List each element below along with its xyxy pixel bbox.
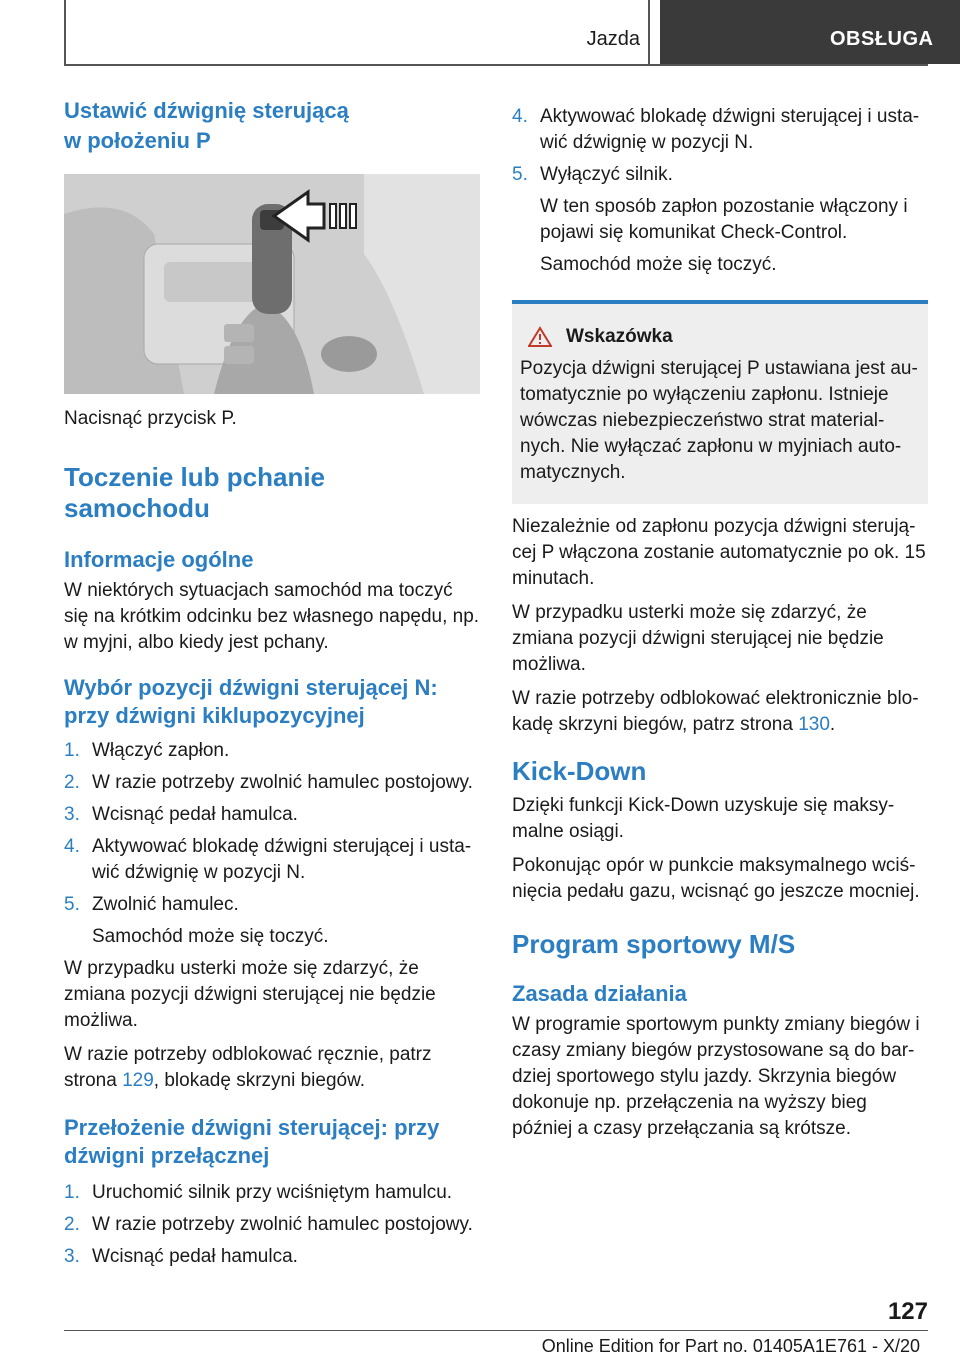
general-info-text: W niektórych sytuacjach samochód ma toczyć się na krótkim odcinku bez własnego napędu, np. w myjni, albo kiedy jest pchany.: [64, 580, 480, 653]
note-title: Wskazówka: [520, 326, 920, 348]
auto-park-text: Niezależnie od zapłonu pozycja dźwigni sterują‐cej P włączona zostanie automatycznie po ok. 15 minutach.: [512, 516, 926, 589]
steps-list-switch: [64, 1180, 480, 1270]
right-column: [512, 104, 928, 1142]
left-column: [64, 96, 480, 1270]
heading-principle: Zasada działania: [512, 981, 687, 1006]
kick-down-text-2: Pokonując opór w punkcie maksymalnego wciś‐nięcia pedału gazu, wcisnąć go jeszcze mocniej.: [512, 855, 920, 902]
heading-select-neutral: Wybór pozycji dźwigni sterującej N: przy dźwigni kiklupozycyjnej: [64, 675, 438, 728]
note-box: [512, 300, 928, 504]
heading-park-position: Ustawić dźwignię sterującą w położeniu P: [64, 98, 349, 153]
page-number: 127: [887, 1298, 928, 1325]
list-item: 2. W razie potrzeby zwolnić hamulec postojowy.: [64, 772, 473, 793]
header-section-title: Jazda: [586, 28, 640, 50]
list-item: 5. Zwolnić hamulec.: [64, 894, 239, 915]
steps-list-switch-continued: [512, 104, 928, 278]
fault-text: W przypadku usterki może się zdarzyć, że zmiana pozycji dźwigni sterującej nie będzie możliwa.: [64, 958, 436, 1031]
footer-rule: [64, 1330, 928, 1331]
list-item: 5. Wyłączyć silnik.: [512, 164, 673, 185]
header-border-left: [64, 0, 66, 66]
steps-list-neutral: [64, 738, 480, 950]
gear-selector-photo: [64, 174, 480, 394]
heading-kick-down: Kick-Down: [512, 756, 647, 786]
heading-sport-program: Program sportowy M/S: [512, 929, 796, 959]
list-item: 3. Wcisnąć pedał hamulca.: [64, 804, 298, 825]
heading-general-info: Informacje ogólne: [64, 547, 254, 572]
list-item: 3. Wcisnąć pedał hamulca.: [64, 1246, 298, 1267]
list-item: 1. Uruchomić silnik przy wciśniętym hamulcu.: [64, 1182, 453, 1203]
electronic-unlock-text: W razie potrzeby odblokować elektronicznie blo‐kadę skrzyni biegów, patrz strona 130.: [512, 688, 919, 735]
list-item: 4. Aktywować blokadę dźwigni sterującej i usta‐wić dźwignię w pozycji N.: [64, 836, 472, 883]
step-note: Samochód może się toczyć.: [540, 254, 777, 275]
principle-text: W programie sportowym punkty zmiany biegów i czasy zmiany biegów przystosowane są do bar‐dziej sportowego stylu jazdy. Skrzynia biegów dokonuje np. przełączenia na wyższy bieg później a czasy przełączania są krótsze.: [512, 1014, 920, 1139]
heading-towing: Toczenie lub pchanie samochodu: [64, 462, 326, 523]
note-text: Pozycja dźwigni sterującej P ustawiana jest au‐tomatycznie po wyłączeniu zapłonu. Istnieje wówczas niebezpieczeństwo strat material‐nych. Nie wyłączać zapłonu w myjniach auto‐matycznych.: [520, 358, 918, 483]
step-note: Samochód może się toczyć.: [92, 926, 329, 947]
warning-triangle-icon: [528, 326, 552, 348]
list-item: 2. W razie potrzeby zwolnić hamulec postojowy.: [64, 1214, 473, 1235]
page-link-130[interactable]: 130: [798, 714, 830, 735]
kick-down-text-1: Dzięki funkcji Kick-Down uzyskuje się maksy‐malne osiągi.: [512, 795, 895, 842]
gear-selector-illustration: [64, 174, 480, 394]
list-item: 4. Aktywować blokadę dźwigni sterującej i usta‐wić dźwignię w pozycji N.: [512, 106, 920, 153]
header-chapter-tab[interactable]: OBSŁUGA: [660, 0, 960, 64]
list-item: 1. Włączyć zapłon.: [64, 740, 230, 761]
manual-unlock-text: W razie potrzeby odblokować ręcznie, patrz strona 129, blokadę skrzyni biegów.: [64, 1044, 432, 1091]
footer-edition: Online Edition for Part no. 01405A1E761 - X/20: [541, 1336, 920, 1356]
header-border-middle: [648, 0, 650, 66]
photo-caption: Nacisnąć przycisk P.: [64, 408, 237, 429]
header-rule: [64, 64, 928, 66]
page-link-129[interactable]: 129: [122, 1070, 154, 1091]
heading-rocker-switch: Przełożenie dźwigni sterującej: przy dźwigni przełącznej: [64, 1115, 440, 1168]
step-note: W ten sposób zapłon pozostanie włączony i pojawi się komunikat Check-Control.: [540, 196, 908, 243]
fault-text: W przypadku usterki może się zdarzyć, że zmiana pozycji dźwigni sterującej nie będzie możliwa.: [512, 602, 884, 675]
